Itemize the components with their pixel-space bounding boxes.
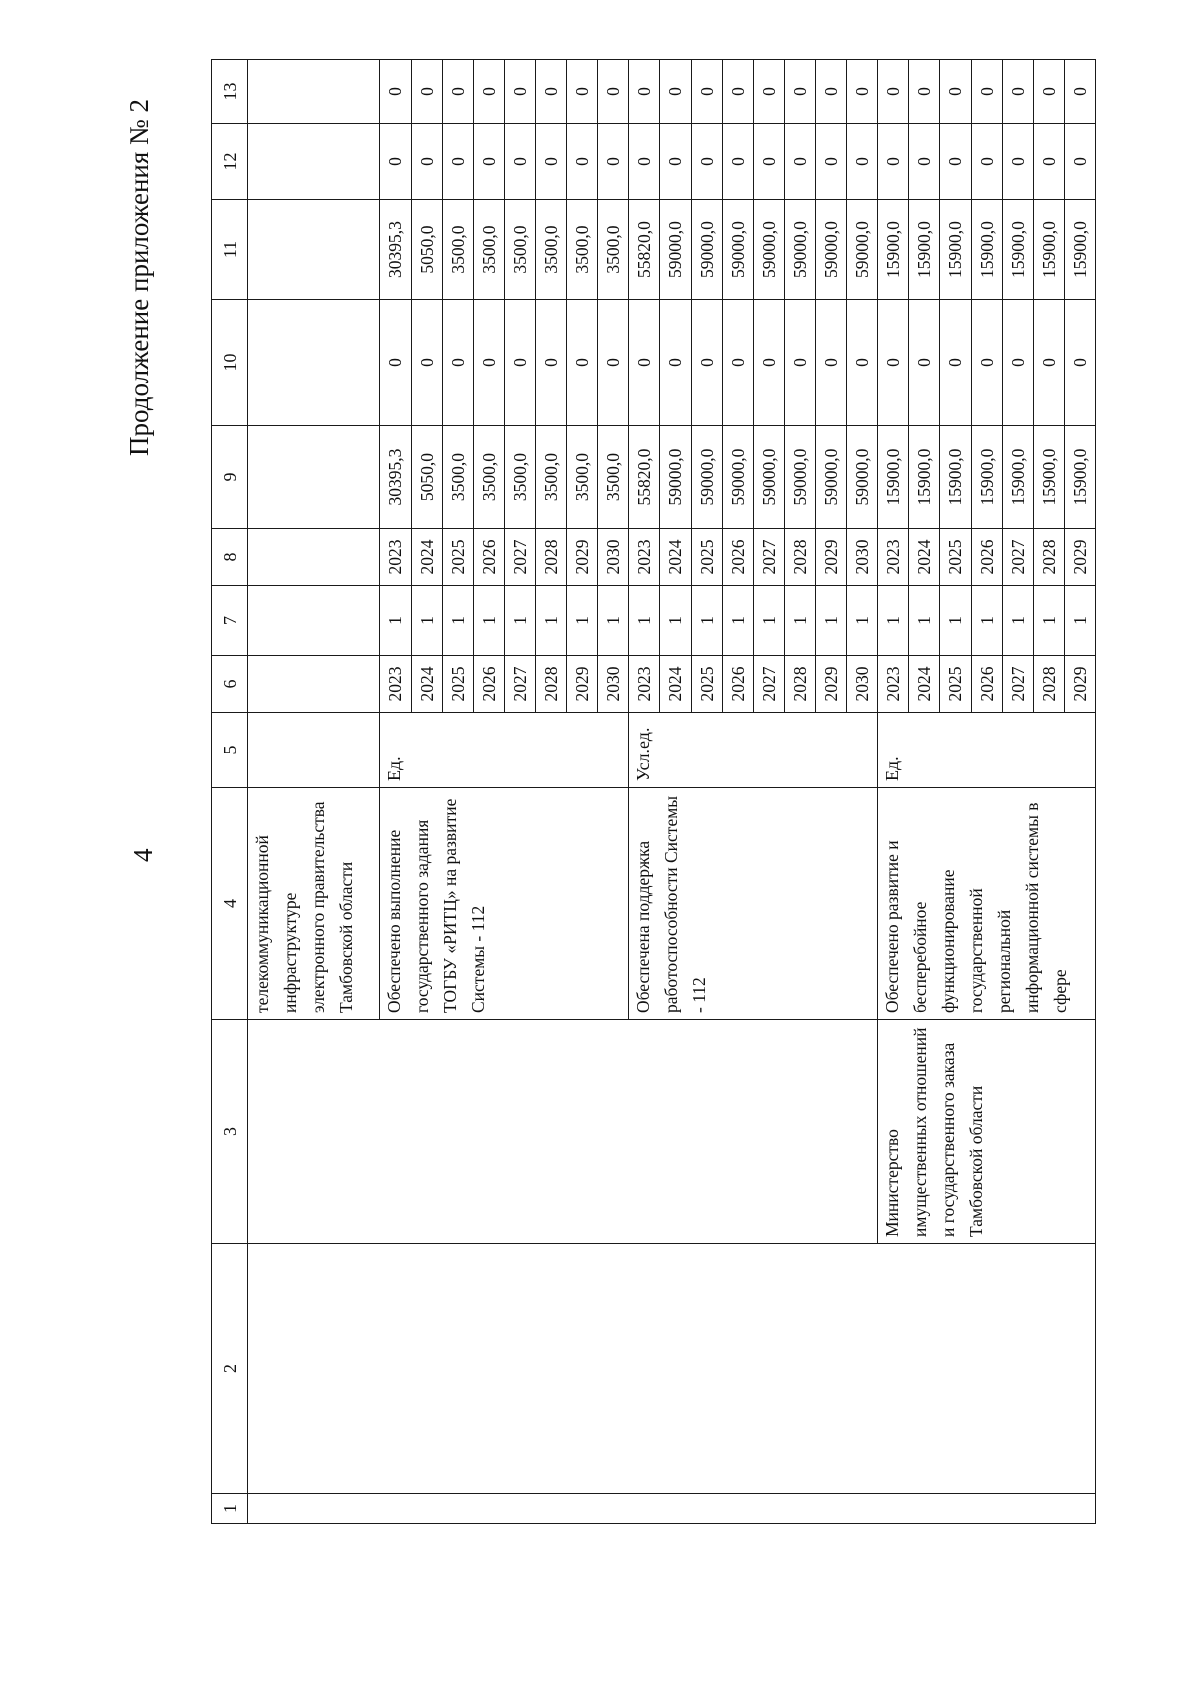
amount-cell: 0: [629, 60, 660, 124]
value-cell: 1: [567, 586, 598, 656]
appendix-title: Продолжение приложения № 2: [124, 98, 154, 456]
year-cell: 2029: [1064, 529, 1095, 586]
amount-cell: 3500,0: [473, 200, 504, 300]
amount-cell: 59000,0: [722, 200, 753, 300]
unit-of-measure: Усл.ед.: [629, 713, 878, 788]
value-cell: 1: [535, 586, 566, 656]
column-number-row: [212, 60, 248, 1524]
cell-blank: [248, 200, 380, 300]
value-cell: 1: [504, 586, 535, 656]
amount-cell: 3500,0: [535, 200, 566, 300]
amount-cell: 3500,0: [442, 200, 473, 300]
amount-cell: 0: [940, 300, 971, 426]
total-amount: 59000,0: [691, 426, 722, 529]
amount-cell: 0: [691, 300, 722, 426]
total-amount: 5050,0: [411, 426, 442, 529]
amount-cell: 0: [909, 300, 940, 426]
year-cell: 2027: [753, 656, 784, 713]
cell-blank: [248, 426, 380, 529]
amount-cell: 0: [971, 300, 1002, 426]
year-cell: 2023: [878, 656, 909, 713]
unit-of-measure: Ед.: [380, 713, 629, 788]
amount-cell: 0: [504, 124, 535, 200]
amount-cell: 0: [629, 124, 660, 200]
amount-cell: 0: [380, 60, 411, 124]
amount-cell: 0: [691, 60, 722, 124]
amount-cell: 0: [473, 300, 504, 426]
total-amount: 15900,0: [1064, 426, 1095, 529]
total-amount: 3500,0: [504, 426, 535, 529]
amount-cell: 0: [753, 60, 784, 124]
year-cell: 2024: [660, 656, 691, 713]
value-cell: 1: [380, 586, 411, 656]
amount-cell: 0: [660, 300, 691, 426]
year-cell: 2025: [940, 656, 971, 713]
year-cell: 2025: [940, 529, 971, 586]
amount-cell: 0: [411, 60, 442, 124]
ministry-name: Министерство имущественных отношений и государственного заказа Тамбовской области: [878, 1020, 1096, 1244]
year-cell: 2026: [971, 656, 1002, 713]
year-cell: 2027: [1002, 656, 1033, 713]
year-cell: 2027: [504, 529, 535, 586]
amount-cell: 0: [878, 300, 909, 426]
amount-cell: 0: [598, 124, 629, 200]
amount-cell: 59000,0: [847, 200, 878, 300]
amount-cell: 0: [878, 124, 909, 200]
year-cell: 2023: [380, 656, 411, 713]
amount-cell: 0: [784, 60, 815, 124]
amount-cell: 0: [473, 124, 504, 200]
cell-blank: [248, 300, 380, 426]
total-amount: 3500,0: [473, 426, 504, 529]
value-cell: 1: [411, 586, 442, 656]
amount-cell: 3500,0: [567, 200, 598, 300]
amount-cell: 0: [1064, 124, 1095, 200]
amount-cell: 0: [660, 124, 691, 200]
amount-cell: 0: [567, 124, 598, 200]
amount-cell: 5050,0: [411, 200, 442, 300]
year-cell: 2028: [535, 656, 566, 713]
total-amount: 3500,0: [598, 426, 629, 529]
amount-cell: 0: [971, 60, 1002, 124]
year-cell: 2025: [442, 529, 473, 586]
year-cell: 2027: [1002, 529, 1033, 586]
event-description: Обеспечена поддержка работоспособности Системы - 112: [629, 788, 878, 1020]
amount-cell: 0: [909, 60, 940, 124]
amount-cell: 15900,0: [1064, 200, 1095, 300]
total-amount: 30395,3: [380, 426, 411, 529]
total-amount: 3500,0: [442, 426, 473, 529]
amount-cell: 59000,0: [815, 200, 846, 300]
cell-blank: [248, 60, 380, 124]
year-cell: 2023: [878, 529, 909, 586]
value-cell: 1: [784, 586, 815, 656]
amount-cell: 0: [442, 60, 473, 124]
amount-cell: 0: [878, 60, 909, 124]
total-amount: 15900,0: [1002, 426, 1033, 529]
cell-blank: [248, 656, 380, 713]
value-cell: 1: [1033, 586, 1064, 656]
total-amount: 3500,0: [567, 426, 598, 529]
amount-cell: 0: [847, 60, 878, 124]
budget-table: [211, 60, 1096, 1524]
year-cell: 2023: [629, 529, 660, 586]
total-amount: 59000,0: [815, 426, 846, 529]
year-cell: 2026: [971, 529, 1002, 586]
column-number: 2: [212, 1244, 248, 1494]
column-number: 6: [212, 656, 248, 713]
value-cell: 1: [629, 586, 660, 656]
total-amount: 15900,0: [940, 426, 971, 529]
amount-cell: 0: [722, 60, 753, 124]
amount-cell: 3500,0: [504, 200, 535, 300]
year-cell: 2027: [753, 529, 784, 586]
total-amount: 15900,0: [909, 426, 940, 529]
year-cell: 2024: [909, 656, 940, 713]
amount-cell: 15900,0: [940, 200, 971, 300]
year-cell: 2029: [567, 656, 598, 713]
amount-cell: 55820,0: [629, 200, 660, 300]
year-cell: 2023: [380, 529, 411, 586]
amount-cell: 0: [535, 124, 566, 200]
year-cell: 2028: [784, 656, 815, 713]
table: [211, 59, 1096, 1524]
amount-cell: 0: [598, 60, 629, 124]
year-cell: 2023: [629, 656, 660, 713]
cell-unit-blank: [248, 713, 380, 788]
year-cell: 2024: [411, 529, 442, 586]
value-cell: 1: [442, 586, 473, 656]
amount-cell: 15900,0: [878, 200, 909, 300]
value-cell: 1: [815, 586, 846, 656]
column-number: 3: [212, 1020, 248, 1244]
value-cell: 1: [878, 586, 909, 656]
amount-cell: 0: [784, 124, 815, 200]
value-cell: 1: [753, 586, 784, 656]
amount-cell: 0: [722, 124, 753, 200]
year-cell: 2026: [473, 529, 504, 586]
value-cell: 1: [691, 586, 722, 656]
year-cell: 2029: [815, 656, 846, 713]
year-cell: 2027: [504, 656, 535, 713]
amount-cell: 0: [1002, 300, 1033, 426]
total-amount: 59000,0: [722, 426, 753, 529]
amount-cell: 0: [753, 124, 784, 200]
value-cell: 1: [909, 586, 940, 656]
page-number: 4: [128, 848, 158, 862]
amount-cell: 15900,0: [971, 200, 1002, 300]
column-number: 1: [212, 1494, 248, 1524]
amount-cell: 0: [567, 300, 598, 426]
column-number: 10: [212, 300, 248, 426]
value-cell: 1: [971, 586, 1002, 656]
amount-cell: 0: [940, 124, 971, 200]
total-amount: 55820,0: [629, 426, 660, 529]
amount-cell: 0: [691, 124, 722, 200]
year-cell: 2029: [815, 529, 846, 586]
amount-cell: 15900,0: [909, 200, 940, 300]
value-cell: 1: [722, 586, 753, 656]
amount-cell: 0: [1002, 124, 1033, 200]
total-amount: 59000,0: [660, 426, 691, 529]
value-cell: 1: [660, 586, 691, 656]
amount-cell: 0: [722, 300, 753, 426]
amount-cell: 0: [1033, 300, 1064, 426]
continuation-row: [248, 60, 380, 1524]
amount-cell: 59000,0: [660, 200, 691, 300]
year-cell: 2025: [691, 529, 722, 586]
cell-col1: [248, 1494, 1096, 1524]
column-number: 8: [212, 529, 248, 586]
total-amount: 3500,0: [535, 426, 566, 529]
amount-cell: 0: [442, 124, 473, 200]
amount-cell: 15900,0: [1033, 200, 1064, 300]
cell-blank: [248, 586, 380, 656]
total-amount: 59000,0: [753, 426, 784, 529]
amount-cell: 0: [504, 60, 535, 124]
column-number: 13: [212, 60, 248, 124]
amount-cell: 0: [815, 124, 846, 200]
year-cell: 2026: [722, 529, 753, 586]
amount-cell: 59000,0: [691, 200, 722, 300]
amount-cell: 0: [1033, 60, 1064, 124]
year-cell: 2024: [411, 656, 442, 713]
year-cell: 2025: [442, 656, 473, 713]
year-cell: 2029: [567, 529, 598, 586]
amount-cell: 59000,0: [784, 200, 815, 300]
value-cell: 1: [1064, 586, 1095, 656]
amount-cell: 0: [629, 300, 660, 426]
amount-cell: 0: [411, 124, 442, 200]
value-cell: 1: [1002, 586, 1033, 656]
amount-cell: 0: [1064, 300, 1095, 426]
amount-cell: 3500,0: [598, 200, 629, 300]
unit-of-measure: Ед.: [878, 713, 1096, 788]
amount-cell: 59000,0: [753, 200, 784, 300]
amount-cell: 0: [753, 300, 784, 426]
amount-cell: 0: [535, 300, 566, 426]
total-amount: 59000,0: [847, 426, 878, 529]
year-cell: 2028: [784, 529, 815, 586]
year-cell: 2030: [847, 656, 878, 713]
year-cell: 2026: [473, 656, 504, 713]
value-cell: 1: [940, 586, 971, 656]
year-cell: 2030: [847, 529, 878, 586]
cell-col2: [248, 1244, 1096, 1494]
cell-blank: [248, 124, 380, 200]
year-cell: 2030: [598, 529, 629, 586]
event-description: Обеспечено развитие и бесперебойное функционирование государственной региональной информационной системы в сфере: [878, 788, 1096, 1020]
amount-cell: 0: [473, 60, 504, 124]
amount-cell: 0: [815, 60, 846, 124]
amount-cell: 0: [1002, 60, 1033, 124]
column-number: 5: [212, 713, 248, 788]
column-number: 12: [212, 124, 248, 200]
amount-cell: 0: [504, 300, 535, 426]
year-cell: 2028: [1033, 656, 1064, 713]
event-description: Обеспечено выполнение государственного задания ТОГБУ «РИТЦ» на развитие Системы - 112: [380, 788, 629, 1020]
total-amount: 15900,0: [971, 426, 1002, 529]
year-cell: 2024: [909, 529, 940, 586]
amount-cell: 30395,3: [380, 200, 411, 300]
column-number: 11: [212, 200, 248, 300]
amount-cell: 0: [1033, 124, 1064, 200]
total-amount: 15900,0: [878, 426, 909, 529]
value-cell: 1: [598, 586, 629, 656]
year-cell: 2029: [1064, 656, 1095, 713]
year-cell: 2028: [535, 529, 566, 586]
amount-cell: 15900,0: [1002, 200, 1033, 300]
year-cell: 2030: [598, 656, 629, 713]
amount-cell: 0: [1064, 60, 1095, 124]
year-cell: 2026: [722, 656, 753, 713]
continuation-text: телекоммуникационной инфраструктуре электронного правительства Тамбовской области: [248, 788, 380, 1020]
amount-cell: 0: [598, 300, 629, 426]
year-cell: 2028: [1033, 529, 1064, 586]
amount-cell: 0: [660, 60, 691, 124]
amount-cell: 0: [847, 300, 878, 426]
column-number: 7: [212, 586, 248, 656]
column-number: 4: [212, 788, 248, 1020]
amount-cell: 0: [442, 300, 473, 426]
amount-cell: 0: [909, 124, 940, 200]
column-number: 9: [212, 426, 248, 529]
amount-cell: 0: [380, 124, 411, 200]
amount-cell: 0: [411, 300, 442, 426]
year-cell: 2024: [660, 529, 691, 586]
cell-blank: [248, 529, 380, 586]
amount-cell: 0: [784, 300, 815, 426]
amount-cell: 0: [940, 60, 971, 124]
amount-cell: 0: [815, 300, 846, 426]
total-amount: 15900,0: [1033, 426, 1064, 529]
total-amount: 59000,0: [784, 426, 815, 529]
amount-cell: 0: [971, 124, 1002, 200]
amount-cell: 0: [535, 60, 566, 124]
cell-col3: [248, 1020, 878, 1244]
value-cell: 1: [847, 586, 878, 656]
value-cell: 1: [473, 586, 504, 656]
year-cell: 2025: [691, 656, 722, 713]
amount-cell: 0: [567, 60, 598, 124]
amount-cell: 0: [380, 300, 411, 426]
amount-cell: 0: [847, 124, 878, 200]
